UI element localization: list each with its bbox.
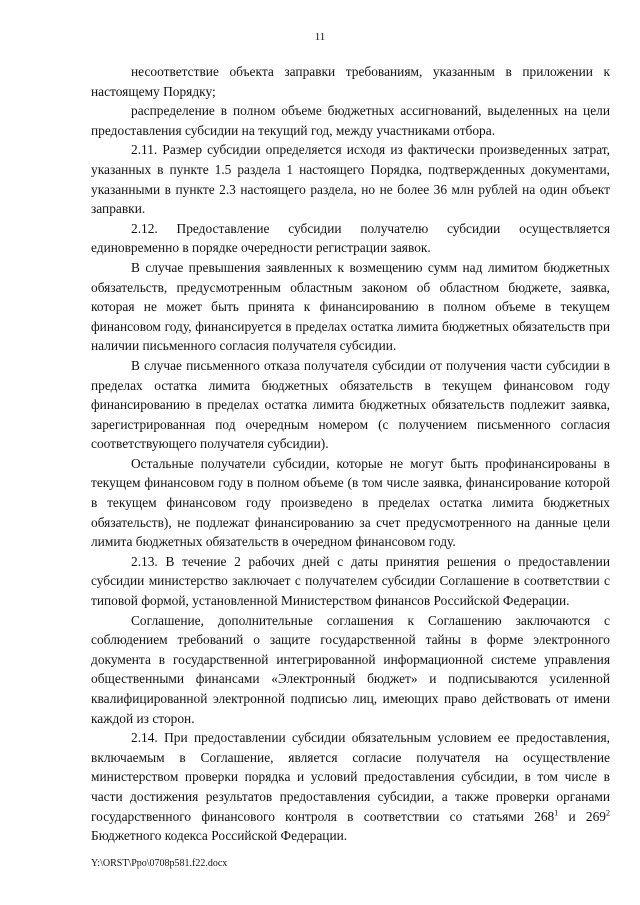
page-number: 11: [314, 31, 326, 43]
paragraph-text: Бюджетного кодекса Российской Федерации.: [91, 828, 348, 844]
paragraph: несоответствие объекта заправки требованиям, указанным в приложении к настоящему Порядку;: [91, 64, 610, 99]
paragraph-text: и 269: [558, 808, 606, 824]
paragraph: В случае письменного отказа получателя субсидии от получения части субсидии в пределах остатка лимита бюджетных обязательств в текущем финансовом году финансированию в пределах остатка лимита бюджетных обязательств подлежит заявка, зарегистрированная под очередным номером (с получением письменного согласия соответствующего получателя субсидии).: [91, 357, 610, 452]
paragraph: 2.12. Предоставление субсидии получателю субсидии осуществляется единовременно в порядке очередности регистрации заявок.: [91, 220, 610, 256]
paragraph: 2.13. В течение 2 рабочих дней с даты принятия решения о предоставлении субсидии министерство заключает с получателем субсидии Соглашение в соответствии с типовой формой, установленной Министерством финансов Российской Федерации.: [91, 553, 610, 609]
superscript: 2: [606, 808, 610, 818]
paragraph: распределение в полном объеме бюджетных ассигнований, выделенных на цели предоставления субсидии на текущий год, между участниками отбора.: [91, 103, 610, 138]
paragraph: Остальные получатели субсидии, которые не могут быть профинансированы в текущем финансовом году в полном объеме (в том числе заявка, финансирование которой в текущем финансовом году произведено в пределах остатка лимита бюджетных обязательств), не подлежат финансированию за счет предусмотренного на данные цели лимита бюджетных обязательств в очередном финансовом году.: [91, 455, 610, 550]
document-body: [91, 62, 610, 846]
paragraph-2-14: [91, 728, 610, 846]
superscript: 1: [554, 808, 559, 818]
file-path-footer: Y:\ORST\Ppo\0708p581.f22.docx: [91, 858, 228, 869]
paragraph: В случае превышения заявленных к возмещению сумм над лимитом бюджетных обязательств, предусмотренным областным законом об областном бюджете, заявка, которая не может быть принята к финансированию в полном объеме в текущем финансовом году, финансируется в пределах остатка лимита бюджетных обязательств при наличии письменного согласия получателя субсидии.: [91, 259, 610, 354]
paragraph: Соглашение, дополнительные соглашения к Соглашению заключаются с соблюдением требований о защите государственной тайны в форме электронного документа в государственной интегрированной информационной системе управления общественными финансами «Электронный бюджет» и подписываются усиленной квалифицированной электронной подписью лиц, имеющих право действовать от имени каждой из сторон.: [91, 612, 610, 726]
paragraph-text: 2.14. При предоставлении субсидии обязательным условием ее предоставления, включаемым в Соглашение, является согласие получателя на осуществление министерством проверки порядка и условий предоставления субсидии, в том числе в части достижения результатов предоставления субсидии, а также проверки органами государственного финансового контроля в соответствии со статьями 268: [91, 730, 610, 824]
paragraph: 2.11. Размер субсидии определяется исходя из фактически произведенных затрат, указанных в пункте 1.5 раздела 1 настоящего Порядка, подтвержденных документами, указанными в пункте 2.3 настоящего раздела, но не более 36 млн рублей на один объект заправки.: [91, 142, 610, 217]
